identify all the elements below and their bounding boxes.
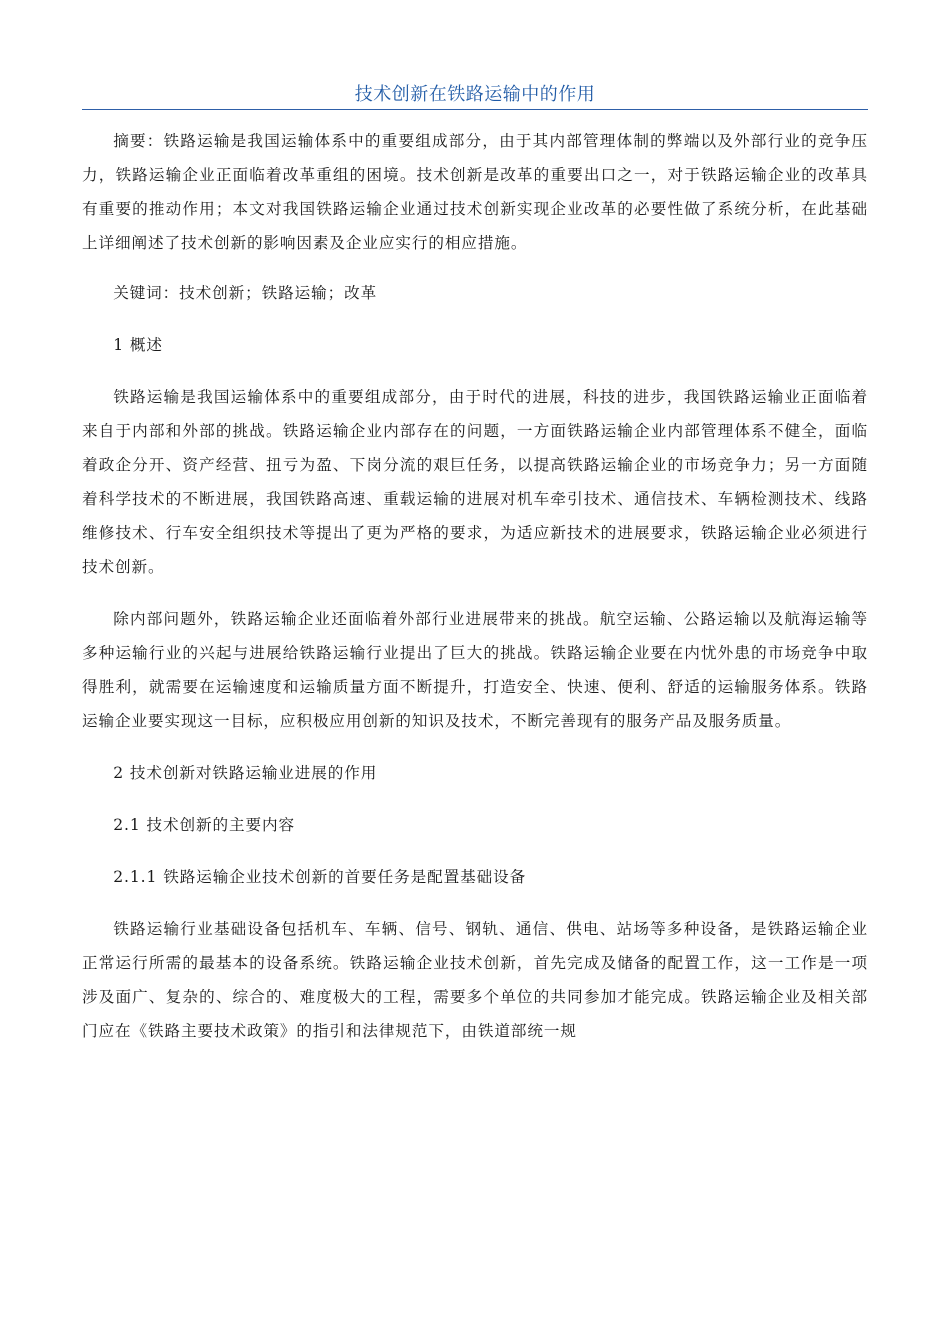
section-1-heading: 1 概述: [113, 336, 163, 354]
section-1-paragraph-2: 除内部问题外，铁路运输企业还面临着外部行业进展带来的挑战。航空运输、公路运输以及航海运输等多种运输行业的兴起与进展给铁路运输行业提出了巨大的挑战。铁路运输企业要在内忧外患的市场竞争中取得胜利，就需要在运输速度和运输质量方面不断提升，打造安全、快速、便利、舒适的运输服务体系。铁路运输企业要实现这一目标，应积极应用创新的知识及技术，不断完善现有的服务产品及服务质量。: [82, 610, 868, 730]
document-title: 技术创新在铁路运输中的作用: [354, 84, 596, 105]
section-1-paragraph-1: 铁路运输是我国运输体系中的重要组成部分，由于时代的进展，科技的进步，我国铁路运输业正面临着来自于内部和外部的挑战。铁路运输企业内部存在的问题，一方面铁路运输企业内部管理体系不健全，面临着政企分开、资产经营、扭亏为盈、下岗分流的艰巨任务，以提高铁路运输企业的市场竞争力；另一方面随着科学技术的不断进展，我国铁路高速、重载运输的进展对机车牵引技术、通信技术、车辆检测技术、线路维修技术、行车安全组织技术等提出了更为严格的要求，为适应新技术的进展要求，铁路运输企业必须进行技术创新。: [82, 388, 868, 576]
section-2-1-heading: 2.1 技术创新的主要内容: [113, 816, 295, 834]
title-underline: [82, 109, 868, 110]
section-2-1-1-paragraph: 铁路运输行业基础设备包括机车、车辆、信号、钢轨、通信、供电、站场等多种设备，是铁路运输企业正常运行所需的最基本的设备系统。铁路运输企业技术创新，首先完成及储备的配置工作，这一工作是一项涉及面广、复杂的、综合的、难度极大的工程，需要多个单位的共同参加才能完成。铁路运输企业及相关部门应在《铁路主要技术政策》的指引和法律规范下，由铁道部统一规: [82, 920, 868, 1040]
abstract-paragraph: 摘要：铁路运输是我国运输体系中的重要组成部分，由于其内部管理体制的弊端以及外部行业的竞争压力，铁路运输企业正面临着改革重组的困境。技术创新是改革的重要出口之一，对于铁路运输企业的改革具有重要的推动作用；本文对我国铁路运输企业通过技术创新实现企业改革的必要性做了系统分析，在此基础上详细阐述了技术创新的影响因素及企业应实行的相应措施。: [82, 132, 868, 252]
document-page: [82, 0, 868, 1048]
keywords-line: 关键词：技术创新；铁路运输；改革: [113, 284, 378, 302]
section-2-1-1-heading: 2.1.1 铁路运输企业技术创新的首要任务是配置基础设备: [113, 868, 527, 886]
section-2-heading: 2 技术创新对铁路运输业进展的作用: [113, 764, 378, 782]
